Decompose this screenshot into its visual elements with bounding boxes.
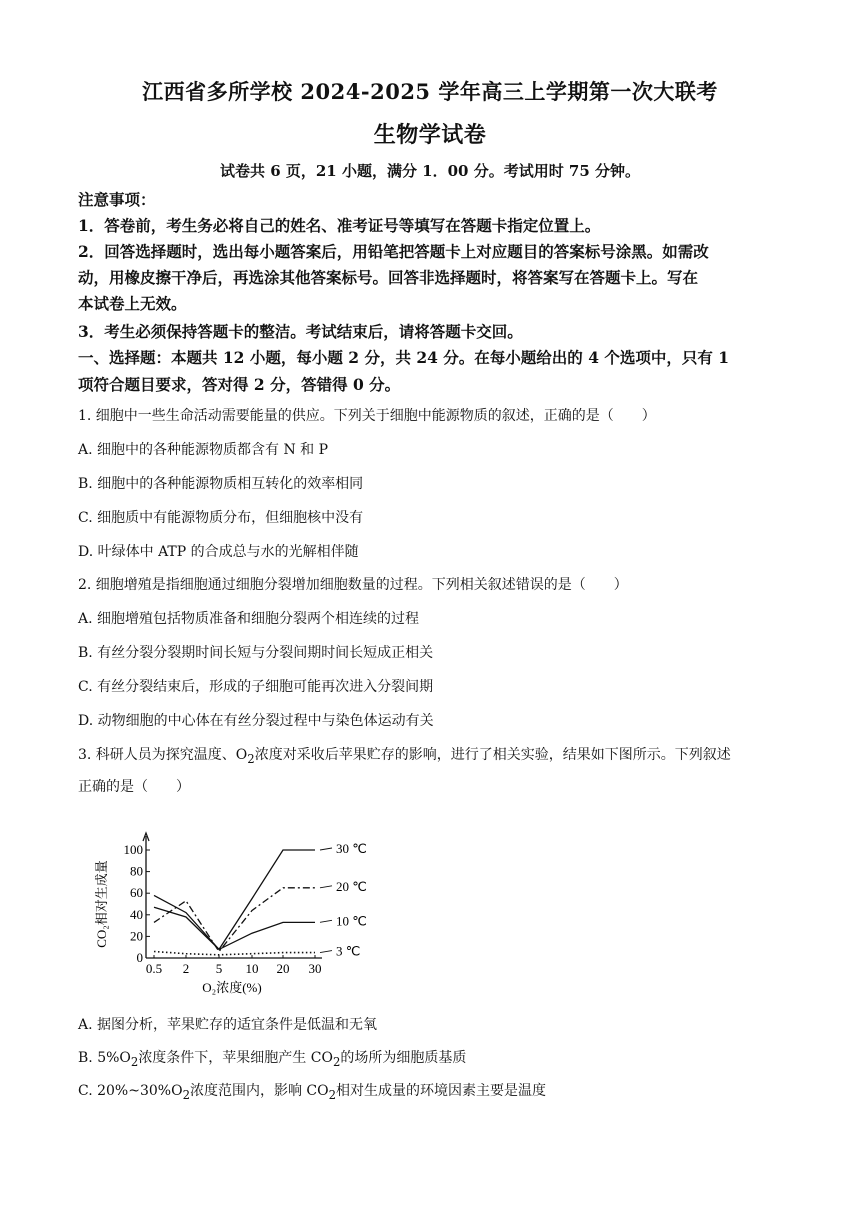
series-leader-2 bbox=[320, 920, 332, 922]
exam-info: 试卷共 6 页，21 小题，满分 1．00 分。考试用时 75 分钟。 bbox=[219, 162, 641, 180]
notes-heading: 注意事项： bbox=[78, 190, 156, 209]
q3-b-sub-2: 2 bbox=[332, 1054, 341, 1069]
co2-chart bbox=[86, 822, 376, 1002]
note-2-line-2: 动，用橡皮擦干净后，再选涂其他答案标号。回答非选择题时，将答案写在答题卡上。写在 bbox=[78, 268, 699, 287]
q3-c-text-1: C. 20%~30%O bbox=[78, 1083, 183, 1099]
q3-c-sub-1: 2 bbox=[182, 1087, 190, 1102]
q3-c-text-2: 浓度范围内，影响 CO bbox=[189, 1083, 329, 1099]
x-tick-label: 0.5 bbox=[145, 961, 163, 976]
series-leader-3 bbox=[320, 951, 332, 953]
y-tick-label: 100 bbox=[123, 842, 143, 857]
series-label-1: 20 ℃ bbox=[336, 878, 367, 894]
q1-option-d: D. 叶绿体中 ATP 的合成总与水的光解相伴随 bbox=[78, 544, 359, 560]
q3-b-sub-1: 2 bbox=[130, 1054, 139, 1069]
exam-title: 江西省多所学校 2024-2025 学年高三上学期第一次大联考 bbox=[142, 79, 718, 104]
y-tick-label: 60 bbox=[130, 885, 143, 901]
y-tick-label: 20 bbox=[130, 928, 143, 944]
note-2-line-1: 2．回答选择题时，选出每小题答案后，用铅笔把答题卡上对应题目的答案标号涂黑。如需改 bbox=[78, 242, 709, 261]
note-1: 1．答卷前，考生务必将自己的姓名、准考证号等填写在答题卡指定位置上。 bbox=[78, 216, 601, 235]
q3-b-text-1: B. 5%O bbox=[78, 1050, 131, 1066]
y-axis-label: CO₂相对生成量 bbox=[94, 860, 109, 948]
q2-option-b: B. 有丝分裂分裂期时间长短与分裂间期时间长短成正相关 bbox=[78, 645, 434, 661]
series-label-2: 10 ℃ bbox=[336, 913, 367, 929]
series-line-0 bbox=[154, 850, 315, 949]
series-leader-1 bbox=[320, 886, 332, 888]
q1-stem: 1. 细胞中一些生命活动需要能量的供应。下列关于细胞中能源物质的叙述，正确的是（ ） bbox=[78, 408, 656, 424]
section-1-line-1: 一、选择题：本题共 12 小题，每小题 2 分，共 24 分。在每小题给出的 4 个选项中，只有 1 bbox=[78, 348, 730, 367]
x-tick-label: 2 bbox=[182, 961, 190, 976]
q3-stem-sub: 2 bbox=[247, 751, 255, 766]
y-tick-label: 40 bbox=[130, 906, 143, 922]
series-label-3: 3 ℃ bbox=[336, 943, 361, 959]
q3-stem-line-2: 正确的是（ ） bbox=[78, 779, 190, 795]
q3-b-text-3: 的场所为细胞质基质 bbox=[340, 1050, 467, 1066]
q3-option-b bbox=[78, 1047, 790, 1069]
q1-option-b: B. 细胞中的各种能源物质相互转化的效率相同 bbox=[78, 476, 364, 492]
x-tick-label: 30 bbox=[308, 961, 322, 976]
q3-option-c bbox=[78, 1080, 790, 1102]
series-label-0: 30 ℃ bbox=[336, 841, 367, 856]
q3-stem-line-1 bbox=[78, 744, 790, 766]
series-leader-0 bbox=[320, 848, 332, 850]
x-tick-label: 5 bbox=[215, 961, 223, 976]
series-line-2 bbox=[154, 907, 315, 949]
q3-stem-text-b: 浓度对采收后苹果贮存的影响，进行了相关实验，结果如下图所示。下列叙述 bbox=[254, 747, 731, 763]
q3-b-text-2: 浓度条件下，苹果细胞产生 CO bbox=[138, 1050, 333, 1066]
exam-subject: 生物学试卷 bbox=[373, 122, 487, 148]
note-3: 3．考生必须保持答题卡的整洁。考试结束后，请将答题卡交回。 bbox=[78, 322, 523, 341]
q1-option-a: A. 细胞中的各种能源物质都含有 N 和 P bbox=[78, 442, 329, 458]
q2-option-c: C. 有丝分裂结束后，形成的子细胞可能再次进入分裂间期 bbox=[78, 679, 434, 695]
note-2-line-3: 本试卷上无效。 bbox=[78, 294, 187, 313]
q1-option-c: C. 细胞质中有能源物质分布，但细胞核中没有 bbox=[78, 510, 364, 526]
q3-option-a: A. 据图分析，苹果贮存的适宜条件是低温和无氧 bbox=[78, 1017, 378, 1033]
co2-chart-svg bbox=[86, 822, 376, 1002]
x-tick-label: 10 bbox=[245, 961, 259, 976]
y-tick-label: 0 bbox=[136, 950, 143, 965]
x-tick-label: 20 bbox=[276, 961, 290, 976]
x-axis-label: O₂浓度(%) bbox=[202, 980, 262, 995]
q3-c-text-3: 相对生成量的环境因素主要是温度 bbox=[336, 1083, 547, 1099]
q2-stem: 2. 细胞增殖是指细胞通过细胞分裂增加细胞数量的过程。下列相关叙述错误的是（ ） bbox=[78, 577, 628, 593]
section-1-line-2: 项符合题目要求，答对得 2 分，答错得 0 分。 bbox=[78, 375, 401, 394]
q3-stem-text-a: 3. 科研人员为探究温度、O bbox=[78, 747, 248, 763]
q2-option-a: A. 细胞增殖包括物质准备和细胞分裂两个相连续的过程 bbox=[78, 611, 420, 627]
y-tick-label: 80 bbox=[130, 863, 143, 879]
series-line-3 bbox=[154, 952, 315, 955]
q2-option-d: D. 动物细胞的中心体在有丝分裂过程中与染色体运动有关 bbox=[78, 713, 434, 729]
q3-c-sub-2: 2 bbox=[328, 1087, 337, 1102]
